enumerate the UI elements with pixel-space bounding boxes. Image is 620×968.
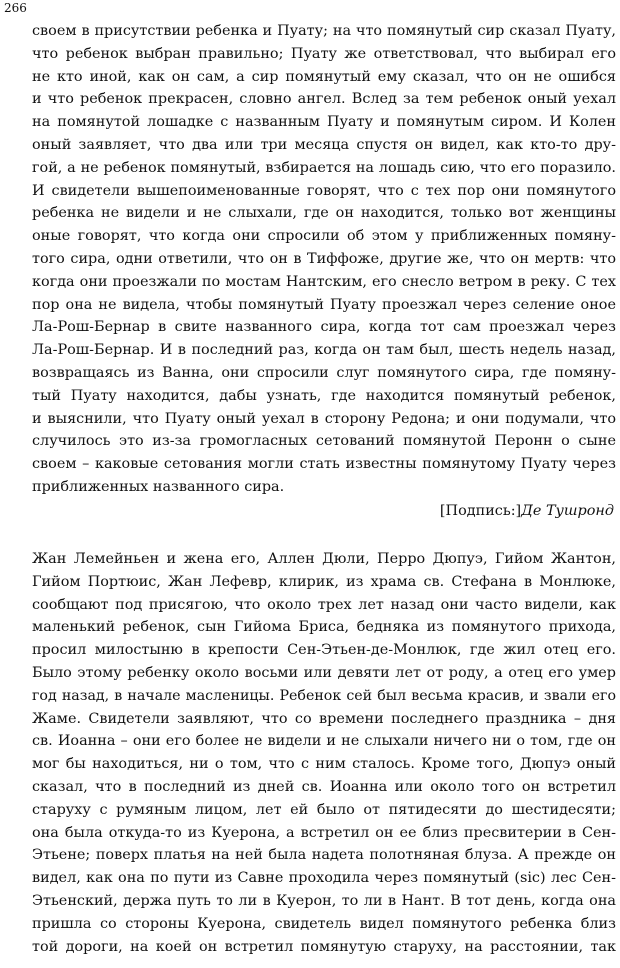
text-line: сказал, что в последний из дней св. Иоанна или около того он встретил [32, 778, 616, 795]
text-line: на помянутой лошадке с названным Пуату и помянутым сиром. И Колен [32, 114, 616, 131]
text-line: своем в присутствии ребенка и Пуату; на что помянутый сир сказал Пуату, [32, 23, 616, 39]
text-line: сообщают под присягою, что около трех лет назад они часто видели, как [32, 596, 616, 613]
text-line: своем – каковые сетования могли стать известны помянутому Пуату через [32, 456, 616, 473]
text-line: видел, как она по пути из Савне проходила через помянутый (sic) лес Сен- [32, 870, 616, 887]
text-line: гой, а не ребенок помянутый, взбирается на лошадь сию, что его поразило. [32, 159, 616, 176]
text-line: год назад, в начале масленицы. Ребенок сей был весьма красив, и звали его [32, 687, 616, 704]
text-line: того сира, одни ответили, что он в Тиффоже, другие же, что он мертв: что [32, 250, 616, 267]
signature-label: [Подпись:] [439, 503, 522, 519]
text-line: пор она не видела, чтобы помянутый Пуату проезжал через селение оное [32, 296, 616, 313]
signature-name: Де Тушронд [521, 503, 614, 519]
text-line: мог бы находиться, ни о том, что с ним сталось. Кроме того, Дюпуэ оный [32, 756, 616, 773]
text-line: И свидетели вышепоименованные говорят, что с тех пор они помянутого [32, 182, 616, 199]
page-number: 266 [4, 1, 27, 15]
text-line: тый Пуату находится, дабы узнать, где находится помянутый ребенок, [32, 387, 616, 404]
text-line: Жаме. Свидетели заявляют, что со времени последнего праздника – дня [32, 710, 616, 727]
text-line: что ребенок выбран правильно; Пуату же ответствовал, что выбирал его [32, 45, 616, 62]
text-line: Было этому ребенку около восьми или девяти лет от роду, а отец его умер [32, 664, 616, 681]
text-line: приближенных названного сира. [32, 478, 285, 495]
text-line: Этьене; поверх платья на ней была надета полотняная блуза. А прежде он [32, 847, 616, 864]
text-line: Ла-Рош-Бернар в свите названного сира, когда тот сам проезжал через [32, 319, 616, 336]
text-line: маленький ребенок, сын Гийома Бриса, бедняка из помянутого прихода, [32, 619, 616, 636]
text-line: пришла со стороны Куерона, свидетель видел помянутого ребенка близ [32, 915, 616, 932]
text-line: оный заявляет, что два или три месяца спустя он видел, как кто-то дру- [32, 136, 616, 153]
text-line: св. Иоанна – они его более не видели и не слыхали ничего ни о том, где он [32, 733, 616, 750]
text-line: оные говорят, что когда они спросили об этом у приближенных помяну- [32, 228, 616, 245]
text-line: ребенка не видели и не слыхали, где он находится, только вот женщины [32, 205, 616, 222]
text-line: просил милостыню в крепости Сен-Этьен-де-Монлюк, где жил отец его. [32, 642, 616, 659]
text-line: и выяснили, что Пуату оный уехал в сторону Редона; и они подумали, что [32, 410, 616, 427]
text-line: Жан Лемейньен и жена его, Аллен Дюли, Перро Дюпуэ, Гийом Жантон, [32, 551, 616, 567]
text-line: той дороги, на коей он встретил помянутую старуху, на расстоянии, так [32, 938, 616, 955]
text-line: не кто иной, как он сам, а сир помянутый ему сказал, что он не ошибся [32, 68, 616, 85]
text-line: возвращаясь из Ванна, они спросили слуг помянутого сира, где помяну- [32, 364, 616, 381]
text-line: и что ребенок прекрасен, словно ангел. Вслед за тем ребенок оный уехал [32, 91, 616, 108]
paragraph-2 [32, 548, 616, 958]
signature-line [440, 500, 614, 522]
text-line: Ла-Рош-Бернар. И в последний раз, когда он там был, шесть недель назад, [32, 342, 616, 359]
text-line: случилось это из-за громогласных сетований помянутой Перонн о сыне [32, 433, 616, 450]
text-line: старуху с румяным лицом, лет ей было от пятидесяти до шестидесяти; [32, 801, 616, 818]
paragraph-1 [32, 20, 616, 499]
text-line: Гийом Портюис, Жан Лефевр, клирик, из храма св. Стефана в Монлюке, [32, 573, 616, 590]
text-line: она была откуда-то из Куерона, а встретил он ее близ пресвитерии в Сен- [32, 824, 616, 841]
text-line: когда они проезжали по мостам Нантским, его снесло ветром в реку. С тех [32, 273, 616, 290]
text-line: Этьенский, держа путь то ли в Куерон, то ли в Нант. В тот день, когда она [32, 892, 616, 909]
